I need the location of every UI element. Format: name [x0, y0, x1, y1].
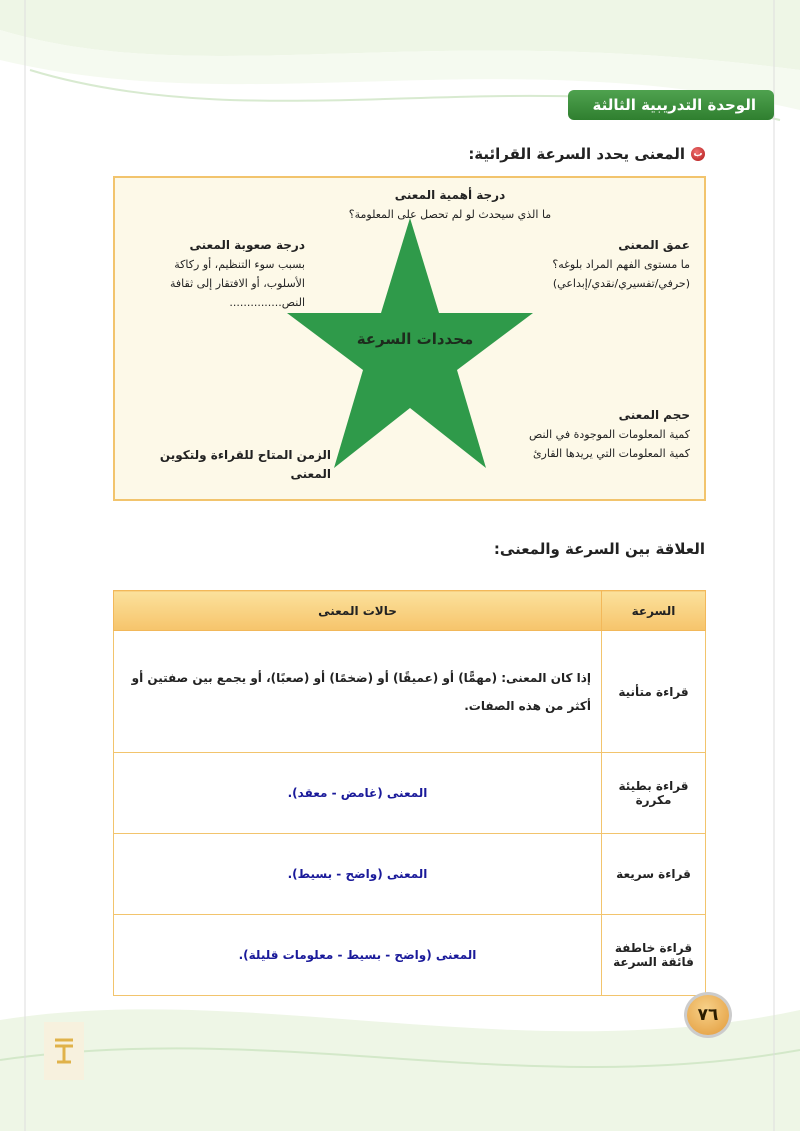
factor-volume-line1: كمية المعلومات الموجودة في النص	[528, 428, 690, 441]
row-state-answer: المعنى (واضح - بسيط).	[114, 834, 602, 915]
factor-difficulty-line1: بسبب سوء التنظيم، أو ركاكة	[174, 258, 305, 271]
factor-difficulty-line3: النص...............	[229, 296, 305, 309]
row-speed: قراءة بطيئة مكررة	[602, 753, 706, 834]
table-row	[114, 631, 706, 753]
factor-depth-line1: ما مستوى الفهم المراد بلوغه؟	[552, 258, 690, 271]
section-heading	[468, 145, 705, 163]
publisher-logo-icon	[44, 1022, 84, 1080]
header-states: حالات المعنى	[114, 591, 602, 631]
unit-title-banner	[568, 90, 774, 120]
factor-time: الزمن المتاح للقراءة ولتكوين المعنى	[159, 448, 331, 481]
row-speed: قراءة متأنية	[602, 631, 706, 753]
factor-importance	[315, 186, 585, 224]
header-speed: السرعة	[602, 591, 706, 631]
speed-determinants-diagram	[113, 176, 706, 501]
table-row	[114, 753, 706, 834]
row-state-answer: المعنى (واضح - بسيط - معلومات قليلة).	[114, 915, 602, 996]
star-center-label: محددات السرعة	[356, 330, 474, 348]
table-header-row	[114, 591, 706, 631]
table-row	[114, 834, 706, 915]
section-title: المعنى يحدد السرعة القرائية:	[468, 145, 685, 163]
speed-meaning-table	[113, 590, 706, 996]
factor-volume	[460, 406, 690, 463]
factor-volume-line2: كمية المعلومات التي يريدها القارئ	[532, 447, 690, 460]
row-speed-line1: قراءة خاطفة	[614, 941, 693, 955]
page-number: ٧٦	[697, 1005, 719, 1025]
row-speed	[602, 915, 706, 996]
factor-difficulty-title: درجة صعوبة المعنى	[189, 238, 305, 252]
logo-glyph-icon	[51, 1034, 77, 1068]
row-state: إذا كان المعنى: (مهمًّا) أو (عميقًا) أو (ضخمًا) أو (صعبًا)، أو يجمع بين صفتين أو أكثر من هذه الصفات.	[114, 631, 602, 753]
factor-importance-text: ما الذي سيحدث لو لم تحصل على المعلومة؟	[348, 208, 552, 221]
row-state-answer: المعنى (غامض - معقد).	[114, 753, 602, 834]
row-speed-line2: فائقة السرعة	[613, 955, 694, 969]
factor-importance-title: درجة أهمية المعنى	[394, 188, 506, 202]
factor-depth	[490, 236, 690, 293]
factor-volume-title: حجم المعنى	[618, 408, 690, 422]
row-speed: قراءة سريعة	[602, 834, 706, 915]
table-row	[114, 915, 706, 996]
unit-title: الوحدة التدريبية الثالثة	[592, 96, 756, 114]
factor-depth-title: عمق المعنى	[618, 238, 690, 252]
factor-depth-line2: (حرفي/تفسيري/نقدي/إبداعي)	[552, 277, 690, 290]
bullet-icon: ب	[691, 147, 705, 161]
factor-difficulty	[145, 236, 305, 312]
relation-heading: العلاقة بين السرعة والمعنى:	[493, 540, 705, 558]
page-number-badge	[684, 992, 732, 1038]
factor-difficulty-line2: الأسلوب، أو الافتقار إلى ثقافة	[170, 277, 305, 290]
